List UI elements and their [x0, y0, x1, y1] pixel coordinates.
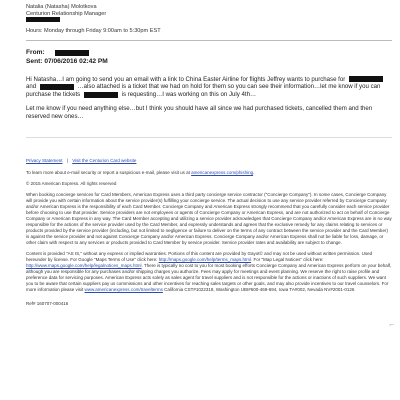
signature-role: Centurion Relationship Manager: [26, 10, 107, 17]
footer-text: . For "Map Legal Notices" click here:: [250, 256, 324, 262]
signature-redacted-line: [26, 17, 392, 24]
divider: [26, 137, 392, 138]
footer: [26, 158, 392, 307]
message-body: [26, 76, 392, 121]
privacy-statement-link[interactable]: Privacy Statement: [26, 157, 63, 163]
centurion-website-link[interactable]: Visit the Centurion Card website: [72, 157, 137, 163]
maps-terms-link[interactable]: http://maps.google.com/help/terms_maps.html: [158, 256, 251, 262]
redaction-bar: [55, 50, 89, 56]
signature-hours: Hours: Monday through Friday 9:00am to 5:30pm EST: [26, 27, 161, 34]
phishing-link[interactable]: americanexpress.com/phishing: [191, 169, 254, 175]
message-text: Hi Natasha…I am going to send you an email with a link to China Easter Airline for flights Jeffrey wants to purchase for: [26, 75, 346, 83]
reference-number: Ref# 160707-000416: [26, 300, 69, 306]
redaction-bar: [26, 17, 60, 22]
footer-text: To learn more about e-mail security or report a suspicious e-mail, please visit us at: [26, 169, 190, 175]
footer-text: .: [253, 169, 255, 175]
sent-value: 07/06/2016 02:42 PM: [44, 57, 108, 65]
signature-name: Natalia (Natasha) Molotkova: [26, 4, 97, 10]
redaction-bar: [84, 92, 118, 98]
copyright: © 2015 American Express. All rights reserved: [26, 180, 117, 186]
sent-label: Sent:: [26, 57, 43, 65]
travel-terms-link[interactable]: www.americanexpress.com/travelterms: [84, 286, 163, 292]
message-text: is requesting…I was working on this on July 4th…: [121, 91, 257, 99]
legal-notices-link[interactable]: http://www.maps.google.com/help/legalnotices_maps.html: [26, 262, 142, 268]
phishing-notice: [26, 170, 392, 176]
message-text: …also attached is a ticket that we had on hold for them so you can see their information…let me know if you can purchase the tickets: [26, 83, 381, 99]
message-paragraph-2: Let me know if you need anything else…but I think you should have all since we had purchased tickets, cancelled them and then reserved new ones…: [26, 104, 373, 120]
signature-block: [26, 4, 392, 34]
from-label: From:: [26, 49, 45, 57]
divider: [26, 40, 392, 41]
quoted-email-header: [26, 49, 392, 66]
message-paragraph-1: [26, 76, 392, 99]
content-notice: [26, 251, 392, 293]
disclaimer: When booking concierge services for Card Members, American Express uses a third party concierge service contractor ("Concierge Company"). In some cases, Concierge Company will provide you with certain information about the service provider(s) fulfilling your concierge service. The actual decision to use any service provider referred by Concierge Company and/or American Express is the responsibility of each Card Member. Concierge Company and American Express strongly recommend that you carefully consider each service provider before choosing to use that provider. Service providers are not employees or agents of Concierge Company or American Express, and are not authorized to act on behalf of Concierge Company or American Express in any way. The Card Member accepting and utilizing a service provider acknowledges that Concierge Company and/or American Express are in no way responsible for the actions of the service provider used by the Card Member, and expressly understands and agrees that the exclusive remedy for any claims relating to services or products provided by the service provider (including, but not limited to negligence or failure to deliver on the terms of any contract between the service provider and the Card Member) is against the service provider and not against Concierge Company and/or American Express. Concierge Company and/or American Express shall not be liable for loss, damage, or other claim with respect to any services or products provided to Card Member by service provider. Service provider rates and availability are subject to change.: [26, 191, 392, 245]
sent-row: [26, 58, 392, 67]
redaction-bar: [40, 84, 74, 90]
footer-text: California CST#1022318, Washington UBI#600-469-694, Iowa TA#002, Nevada NV#2001-0126: [164, 286, 355, 292]
redaction-bar: [349, 76, 383, 82]
footer-text: . There is typically no cost to you for most booking efforts Concierge Company and American Express perform on your behalf, although you are responsible for any purchases and/or shipping charges you authorize. Fees may apply for meetings and event planning. We reserve the right to raise profile and preference data for servicing purposes. American Express acts solely as sales agent for travel suppliers and is not responsible for the actions or inactions of such suppliers. We want you to be aware that certain suppliers pay us commissions and other incentives for reaching sales targets or other goals, and may also provide incentives to our travel counselors. For more information please visit: [26, 262, 392, 292]
link-separator: |: [66, 157, 68, 163]
from-row: [26, 49, 392, 58]
scroll-indicator-icon: ⌐: [389, 320, 394, 329]
footer-links: [26, 158, 392, 164]
footer-text: Content is provided "AS IS," without any express or implied warranties. Portions of this content are provided by Gayot© and may not be used without written permission. Used hereunder by license. For Google "Maps Terms of Use" click here:: [26, 250, 373, 262]
message-text: and: [26, 83, 37, 91]
